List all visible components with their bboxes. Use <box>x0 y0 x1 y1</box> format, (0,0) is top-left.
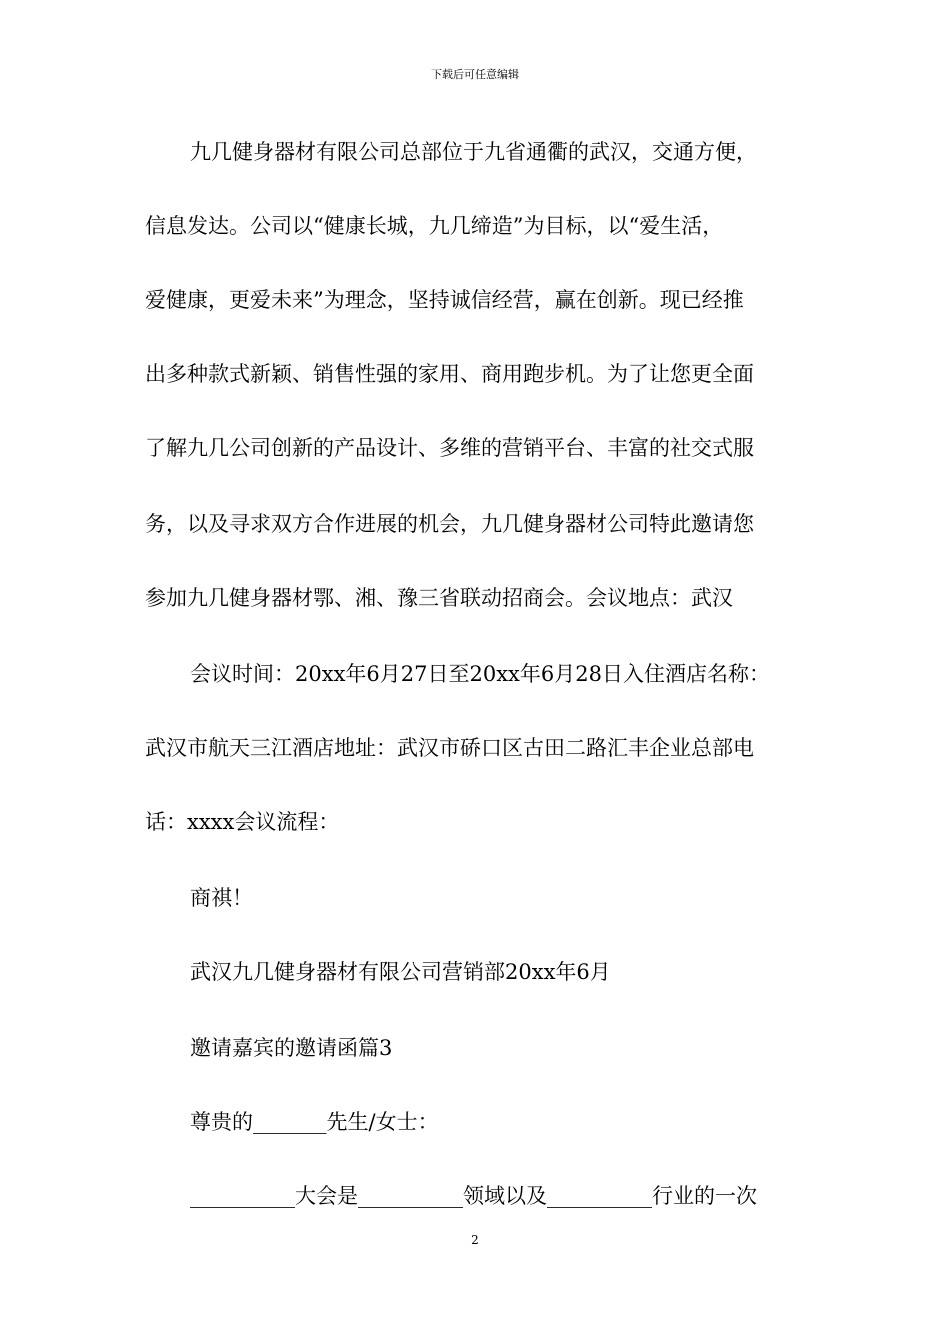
paragraph-line-4: 出多种款式新颖、销售性强的家用、商用跑步机。为了让您更全面 <box>145 362 754 386</box>
paragraph-line-7: 参加九几健身器材鄂、湘、豫三省联动招商会。会议地点：武汉 <box>145 586 733 610</box>
paragraph-line-2: 信息发达。公司以“健康长城，九几缔造”为目标，以“爱生活， <box>145 214 724 238</box>
fill-in-line: __________大会是__________领域以及__________行业的一次 <box>190 1184 757 1208</box>
paragraph-line-3: 爱健康，更爱未来”为理念，坚持诚信经营，赢在创新。现已经推 <box>145 288 744 312</box>
header-note: 下载后可任意编辑 <box>431 68 519 81</box>
hotel-address-line: 武汉市航天三江酒店地址：武汉市硚口区古田二路汇丰企业总部电 <box>145 736 754 760</box>
salutation-line: 尊贵的_______先生/女士： <box>190 1110 439 1134</box>
closing-greeting: 商祺！ <box>190 886 253 910</box>
phone-line: 话：xxxx会议流程： <box>145 810 340 834</box>
paragraph-line-5: 了解九几公司创新的产品设计、多维的营销平台、丰富的社交式服 <box>145 436 754 460</box>
section-heading: 邀请嘉宾的邀请函篇3 <box>190 1036 393 1060</box>
meeting-time-line: 会议时间：20xx年6月27日至20xx年6月28日入住酒店名称： <box>190 662 770 686</box>
paragraph-line-1: 九几健身器材有限公司总部位于九省通衢的武汉，交通方便， <box>190 140 757 164</box>
paragraph-line-6: 务，以及寻求双方合作进展的机会，九几健身器材公司特此邀请您 <box>145 512 754 536</box>
signature-line: 武汉九几健身器材有限公司营销部20xx年6月 <box>190 960 611 984</box>
page-number: 2 <box>471 1233 479 1247</box>
